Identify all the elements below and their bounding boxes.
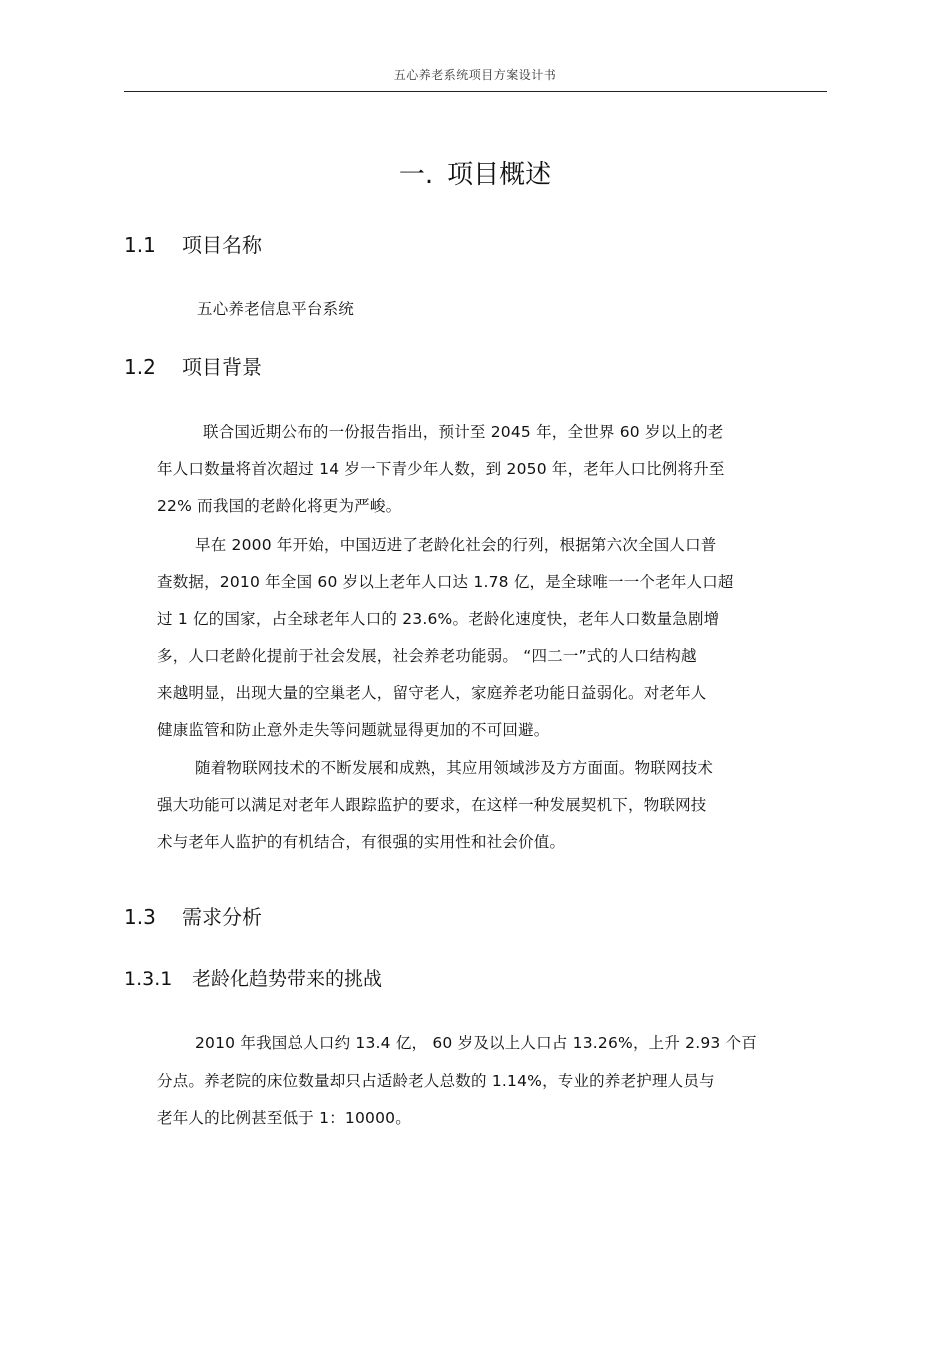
section-heading-1-3 xyxy=(124,901,262,930)
paragraph-line: 22% 而我国的老龄化将更为严峻。 xyxy=(157,497,402,515)
paragraph-line: 多，人口老龄化提前于社会发展，社会养老功能弱。 “四二一”式的人口结构越 xyxy=(157,647,697,665)
section-heading-1-1 xyxy=(124,229,262,258)
paragraph-line: 早在 2000 年开始，中国迈进了老龄化社会的行列，根据第六次全国人口普 xyxy=(195,536,717,554)
paragraph-line: 过 1 亿的国家，占全球老年人口的 23.6%。老龄化速度快，老年人口数量急剧增 xyxy=(157,610,720,628)
section-heading-1-2 xyxy=(124,351,262,380)
section-title: 项目背景 xyxy=(182,355,262,379)
chapter-title-text: 项目概述 xyxy=(447,160,552,190)
paragraph-line: 随着物联网技术的不断发展和成熟，其应用领域涉及方方面面。物联网技术 xyxy=(195,759,714,777)
section-title: 需求分析 xyxy=(182,905,262,929)
chapter-title xyxy=(0,154,950,191)
paragraph-line: 年人口数量将首次超过 14 岁一下青少年人数，到 2050 年，老年人口比例将升至 xyxy=(157,460,725,478)
paragraph-line: 查数据，2010 年全国 60 岁以上老年人口达 1.78 亿，是全球唯一一个老年人口超 xyxy=(157,573,734,591)
paragraph-line: 健康监管和防止意外走失等问题就显得更加的不可回避。 xyxy=(157,721,550,739)
paragraph-line: 分点。养老院的床位数量却只占适龄老人总数的 1.14%，专业的养老护理人员与 xyxy=(157,1072,715,1090)
paragraph-line: 2010 年我国总人口约 13.4 亿， 60 岁及以上人口占 13.26%，上升 2.93 个百 xyxy=(195,1034,758,1052)
section-title: 项目名称 xyxy=(182,233,262,257)
section-number: 1.2 xyxy=(124,355,156,379)
chapter-number: 一. xyxy=(398,160,434,190)
paragraph-line: 强大功能可以满足对老年人跟踪监护的要求，在这样一种发展契机下，物联网技 xyxy=(157,796,707,814)
subsection-title: 老龄化趋势带来的挑战 xyxy=(192,968,383,990)
subsection-heading-1-3-1 xyxy=(124,964,382,991)
project-name-text: 五心养老信息平台系统 xyxy=(197,300,355,318)
paragraph-line: 术与老年人监护的有机结合，有很强的实用性和社会价值。 xyxy=(157,833,566,851)
running-header: 五心养老系统项目方案设计书 xyxy=(393,68,557,82)
section-number: 1.1 xyxy=(124,233,156,257)
subsection-number: 1.3.1 xyxy=(124,968,173,990)
paragraph-line: 来越明显，出现大量的空巢老人，留守老人，家庭养老功能日益弱化。对老年人 xyxy=(157,684,707,702)
header-divider xyxy=(124,91,827,92)
paragraph-line: 老年人的比例甚至低于 1：10000。 xyxy=(157,1109,411,1127)
section-number: 1.3 xyxy=(124,905,156,929)
paragraph-line: 联合国近期公布的一份报告指出，预计至 2045 年，全世界 60 岁以上的老 xyxy=(203,423,724,441)
